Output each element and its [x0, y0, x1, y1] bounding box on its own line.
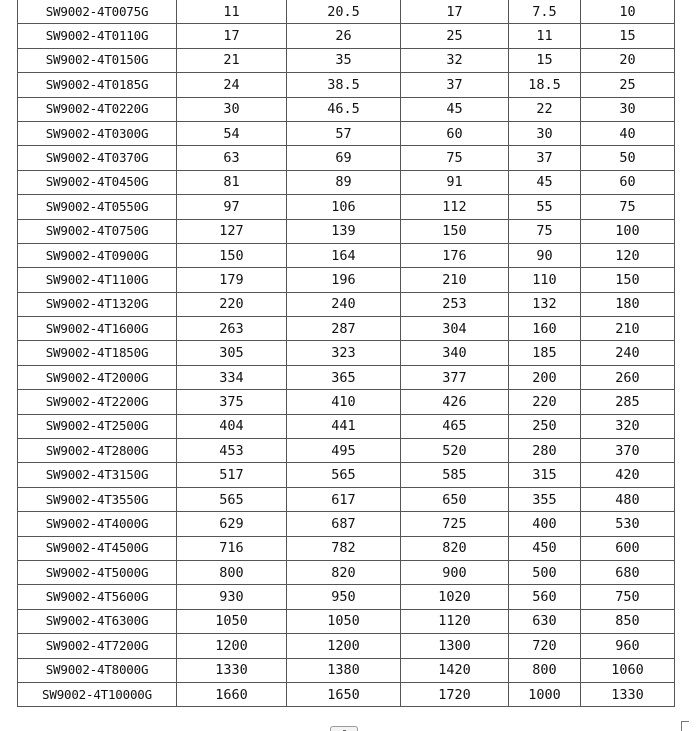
value-cell: 820 [287, 560, 401, 584]
value-cell: 565 [287, 463, 401, 487]
value-cell: 517 [177, 463, 287, 487]
value-cell: 1330 [581, 682, 675, 706]
table-row [18, 585, 675, 609]
model-cell: SW9002-4T0075G [18, 0, 177, 24]
model-cell: SW9002-4T4000G [18, 512, 177, 536]
model-cell: SW9002-4T0300G [18, 121, 177, 145]
value-cell: 11 [509, 24, 581, 48]
value-cell: 185 [509, 341, 581, 365]
model-cell: SW9002-4T0550G [18, 195, 177, 219]
value-cell: 1000 [509, 682, 581, 706]
value-cell: 240 [581, 341, 675, 365]
value-cell: 196 [287, 268, 401, 292]
value-cell: 1720 [401, 682, 509, 706]
value-cell: 250 [509, 414, 581, 438]
value-cell: 565 [177, 487, 287, 511]
value-cell: 132 [509, 292, 581, 316]
value-cell: 57 [287, 121, 401, 145]
value-cell: 465 [401, 414, 509, 438]
value-cell: 20 [581, 48, 675, 72]
value-cell: 725 [401, 512, 509, 536]
value-cell: 630 [509, 609, 581, 633]
value-cell: 1300 [401, 634, 509, 658]
scroll-handle[interactable] [330, 726, 358, 731]
table-row [18, 414, 675, 438]
value-cell: 24 [177, 73, 287, 97]
value-cell: 420 [581, 463, 675, 487]
value-cell: 323 [287, 341, 401, 365]
value-cell: 1120 [401, 609, 509, 633]
value-cell: 50 [581, 146, 675, 170]
value-cell: 22 [509, 97, 581, 121]
value-cell: 120 [581, 243, 675, 267]
value-cell: 55 [509, 195, 581, 219]
value-cell: 680 [581, 560, 675, 584]
value-cell: 150 [581, 268, 675, 292]
table-row [18, 24, 675, 48]
value-cell: 25 [581, 73, 675, 97]
value-cell: 1200 [287, 634, 401, 658]
value-cell: 17 [401, 0, 509, 24]
value-cell: 285 [581, 390, 675, 414]
value-cell: 560 [509, 585, 581, 609]
value-cell: 180 [581, 292, 675, 316]
value-cell: 7.5 [509, 0, 581, 24]
table-row [18, 219, 675, 243]
value-cell: 600 [581, 536, 675, 560]
model-cell: SW9002-4T6300G [18, 609, 177, 633]
table-row [18, 292, 675, 316]
value-cell: 520 [401, 439, 509, 463]
value-cell: 1050 [287, 609, 401, 633]
value-cell: 35 [287, 48, 401, 72]
value-cell: 54 [177, 121, 287, 145]
value-cell: 280 [509, 439, 581, 463]
value-cell: 30 [581, 97, 675, 121]
table-row [18, 73, 675, 97]
value-cell: 21 [177, 48, 287, 72]
resize-corner[interactable] [681, 721, 689, 731]
value-cell: 97 [177, 195, 287, 219]
value-cell: 287 [287, 317, 401, 341]
value-cell: 45 [401, 97, 509, 121]
value-cell: 687 [287, 512, 401, 536]
value-cell: 1060 [581, 658, 675, 682]
value-cell: 63 [177, 146, 287, 170]
value-cell: 20.5 [287, 0, 401, 24]
value-cell: 1020 [401, 585, 509, 609]
model-cell: SW9002-4T2000G [18, 365, 177, 389]
value-cell: 375 [177, 390, 287, 414]
value-cell: 139 [287, 219, 401, 243]
value-cell: 112 [401, 195, 509, 219]
value-cell: 950 [287, 585, 401, 609]
model-cell: SW9002-4T0370G [18, 146, 177, 170]
value-cell: 100 [581, 219, 675, 243]
value-cell: 38.5 [287, 73, 401, 97]
model-cell: SW9002-4T5600G [18, 585, 177, 609]
value-cell: 617 [287, 487, 401, 511]
value-cell: 30 [177, 97, 287, 121]
value-cell: 426 [401, 390, 509, 414]
value-cell: 820 [401, 536, 509, 560]
value-cell: 495 [287, 439, 401, 463]
value-cell: 81 [177, 170, 287, 194]
value-cell: 365 [287, 365, 401, 389]
value-cell: 210 [401, 268, 509, 292]
value-cell: 89 [287, 170, 401, 194]
value-cell: 11 [177, 0, 287, 24]
model-cell: SW9002-4T1850G [18, 341, 177, 365]
model-cell: SW9002-4T3550G [18, 487, 177, 511]
value-cell: 782 [287, 536, 401, 560]
table-row [18, 658, 675, 682]
value-cell: 260 [581, 365, 675, 389]
value-cell: 263 [177, 317, 287, 341]
value-cell: 716 [177, 536, 287, 560]
value-cell: 1330 [177, 658, 287, 682]
table-row [18, 463, 675, 487]
model-cell: SW9002-4T1320G [18, 292, 177, 316]
model-cell: SW9002-4T2500G [18, 414, 177, 438]
model-cell: SW9002-4T7200G [18, 634, 177, 658]
value-cell: 160 [509, 317, 581, 341]
value-cell: 960 [581, 634, 675, 658]
value-cell: 900 [401, 560, 509, 584]
value-cell: 441 [287, 414, 401, 438]
table-row [18, 560, 675, 584]
value-cell: 453 [177, 439, 287, 463]
value-cell: 25 [401, 24, 509, 48]
value-cell: 15 [509, 48, 581, 72]
value-cell: 530 [581, 512, 675, 536]
value-cell: 800 [177, 560, 287, 584]
value-cell: 1420 [401, 658, 509, 682]
value-cell: 305 [177, 341, 287, 365]
table-row [18, 268, 675, 292]
model-cell: SW9002-4T0450G [18, 170, 177, 194]
value-cell: 400 [509, 512, 581, 536]
value-cell: 334 [177, 365, 287, 389]
value-cell: 150 [177, 243, 287, 267]
value-cell: 110 [509, 268, 581, 292]
table-row [18, 487, 675, 511]
value-cell: 720 [509, 634, 581, 658]
value-cell: 304 [401, 317, 509, 341]
model-cell: SW9002-4T10000G [18, 682, 177, 706]
value-cell: 17 [177, 24, 287, 48]
model-cell: SW9002-4T1600G [18, 317, 177, 341]
value-cell: 40 [581, 121, 675, 145]
value-cell: 106 [287, 195, 401, 219]
value-cell: 629 [177, 512, 287, 536]
value-cell: 320 [581, 414, 675, 438]
value-cell: 75 [401, 146, 509, 170]
table-row [18, 121, 675, 145]
value-cell: 220 [177, 292, 287, 316]
value-cell: 176 [401, 243, 509, 267]
value-cell: 1200 [177, 634, 287, 658]
value-cell: 60 [581, 170, 675, 194]
value-cell: 200 [509, 365, 581, 389]
value-cell: 30 [509, 121, 581, 145]
value-cell: 930 [177, 585, 287, 609]
value-cell: 26 [287, 24, 401, 48]
value-cell: 480 [581, 487, 675, 511]
value-cell: 850 [581, 609, 675, 633]
table-row [18, 195, 675, 219]
table-row [18, 0, 675, 24]
specs-table-body [18, 0, 675, 707]
table-row [18, 170, 675, 194]
table-row [18, 97, 675, 121]
table-row [18, 341, 675, 365]
model-cell: SW9002-4T0220G [18, 97, 177, 121]
value-cell: 45 [509, 170, 581, 194]
table-row [18, 609, 675, 633]
value-cell: 377 [401, 365, 509, 389]
value-cell: 450 [509, 536, 581, 560]
model-cell: SW9002-4T3150G [18, 463, 177, 487]
specs-table-container [17, 0, 675, 707]
table-row [18, 439, 675, 463]
value-cell: 240 [287, 292, 401, 316]
table-row [18, 634, 675, 658]
value-cell: 150 [401, 219, 509, 243]
value-cell: 500 [509, 560, 581, 584]
value-cell: 340 [401, 341, 509, 365]
model-cell: SW9002-4T8000G [18, 658, 177, 682]
model-cell: SW9002-4T1100G [18, 268, 177, 292]
model-cell: SW9002-4T0150G [18, 48, 177, 72]
model-cell: SW9002-4T0110G [18, 24, 177, 48]
value-cell: 355 [509, 487, 581, 511]
value-cell: 650 [401, 487, 509, 511]
value-cell: 1050 [177, 609, 287, 633]
value-cell: 15 [581, 24, 675, 48]
value-cell: 10 [581, 0, 675, 24]
value-cell: 60 [401, 121, 509, 145]
value-cell: 69 [287, 146, 401, 170]
table-row [18, 365, 675, 389]
table-row [18, 243, 675, 267]
value-cell: 90 [509, 243, 581, 267]
table-row [18, 390, 675, 414]
value-cell: 18.5 [509, 73, 581, 97]
value-cell: 220 [509, 390, 581, 414]
value-cell: 91 [401, 170, 509, 194]
model-cell: SW9002-4T4500G [18, 536, 177, 560]
model-cell: SW9002-4T2800G [18, 439, 177, 463]
value-cell: 1650 [287, 682, 401, 706]
table-row [18, 48, 675, 72]
specs-table [17, 0, 675, 707]
value-cell: 37 [509, 146, 581, 170]
value-cell: 210 [581, 317, 675, 341]
value-cell: 410 [287, 390, 401, 414]
table-row [18, 512, 675, 536]
model-cell: SW9002-4T0185G [18, 73, 177, 97]
value-cell: 1660 [177, 682, 287, 706]
value-cell: 37 [401, 73, 509, 97]
model-cell: SW9002-4T2200G [18, 390, 177, 414]
value-cell: 164 [287, 243, 401, 267]
model-cell: SW9002-4T0750G [18, 219, 177, 243]
value-cell: 253 [401, 292, 509, 316]
value-cell: 179 [177, 268, 287, 292]
value-cell: 75 [509, 219, 581, 243]
table-row [18, 146, 675, 170]
table-row [18, 536, 675, 560]
value-cell: 800 [509, 658, 581, 682]
value-cell: 46.5 [287, 97, 401, 121]
value-cell: 404 [177, 414, 287, 438]
value-cell: 1380 [287, 658, 401, 682]
value-cell: 32 [401, 48, 509, 72]
value-cell: 315 [509, 463, 581, 487]
value-cell: 585 [401, 463, 509, 487]
table-row [18, 682, 675, 706]
table-row [18, 317, 675, 341]
value-cell: 370 [581, 439, 675, 463]
value-cell: 750 [581, 585, 675, 609]
model-cell: SW9002-4T0900G [18, 243, 177, 267]
value-cell: 75 [581, 195, 675, 219]
value-cell: 127 [177, 219, 287, 243]
model-cell: SW9002-4T5000G [18, 560, 177, 584]
